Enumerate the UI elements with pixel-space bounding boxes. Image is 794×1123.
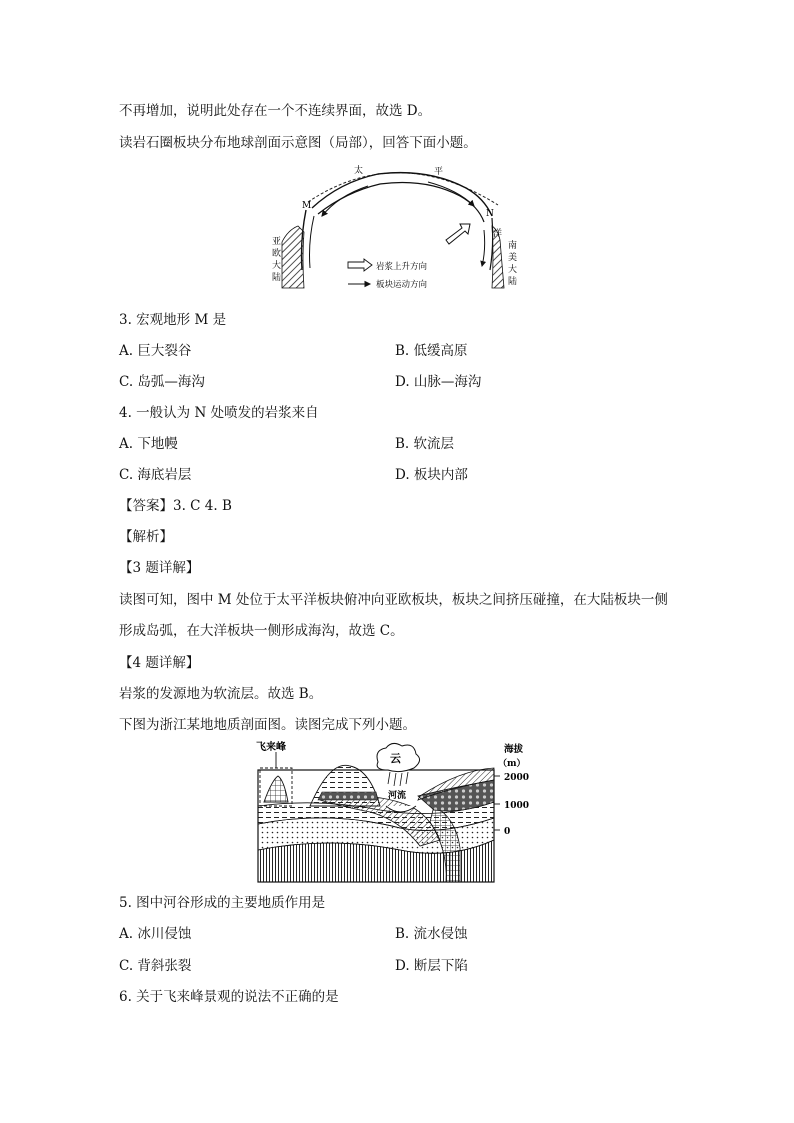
label-peak: 飞来峰 bbox=[256, 742, 286, 753]
tick-2000: 2000 bbox=[504, 773, 530, 783]
plate-arrow-right bbox=[428, 182, 474, 206]
q4-option-c: C. 海底岩层 bbox=[119, 467, 192, 483]
geology-section-figure bbox=[250, 740, 546, 886]
eurasia-continent bbox=[282, 226, 304, 288]
altitude-title: 海拔 bbox=[504, 744, 524, 755]
svg-text:大: 大 bbox=[508, 265, 518, 275]
q5-option-b: B. 流水侵蚀 bbox=[395, 926, 468, 942]
question-4: 4. 一般认为 N 处喷发的岩浆来自 bbox=[119, 405, 319, 421]
legend-plate-label: 板块运动方向 bbox=[376, 280, 428, 290]
q5-option-c: C. 背斜张裂 bbox=[119, 958, 192, 974]
detail-3-heading: 【3 题详解】 bbox=[119, 560, 200, 576]
svg-text:陆: 陆 bbox=[272, 273, 282, 283]
label-ping: 平 bbox=[434, 167, 444, 177]
legend-magma-icon bbox=[348, 259, 372, 271]
svg-text:欧: 欧 bbox=[272, 249, 282, 259]
svg-text:南: 南 bbox=[508, 241, 518, 251]
plate-section-figure bbox=[268, 160, 526, 294]
slab-right-arrow bbox=[482, 230, 485, 266]
label-N: N bbox=[486, 209, 494, 219]
q4-option-b: B. 软流层 bbox=[395, 436, 455, 452]
question-5: 5. 图中河谷形成的主要地质作用是 bbox=[119, 895, 326, 911]
plate-arrow-left bbox=[322, 186, 368, 216]
tick-0: 0 bbox=[504, 827, 511, 837]
label-samerica bbox=[508, 239, 517, 287]
q5-option-a: A. 冰川侵蚀 bbox=[119, 926, 192, 942]
slab-left-2 bbox=[310, 216, 315, 268]
lithosphere-inner bbox=[318, 183, 484, 223]
detail-4-text: 岩浆的发源地为软流层。故选 B。 bbox=[119, 686, 323, 702]
detail-4-heading: 【4 题详解】 bbox=[119, 655, 200, 671]
q3-option-d: D. 山脉—海沟 bbox=[395, 374, 482, 390]
outer-dashed-arc bbox=[308, 173, 498, 205]
label-cloud: 云 bbox=[390, 752, 401, 765]
svg-text:陆: 陆 bbox=[508, 277, 518, 287]
detail-3-text-2: 形成岛弧，在大洋板块一侧形成海沟，故选 C。 bbox=[119, 623, 404, 639]
q5-option-d: D. 断层下陷 bbox=[395, 958, 468, 974]
line-2: 读岩石圈板块分布地球剖面示意图（局部），回答下面小题。 bbox=[119, 135, 477, 151]
detail-3-text-1: 读图可知，图中 M 处位于太平洋板块俯冲向亚欧板块，板块之间挤压碰撞，在大陆板块一侧 bbox=[119, 592, 668, 608]
label-eurasia bbox=[272, 236, 281, 283]
q3-option-a: A. 巨大裂谷 bbox=[119, 343, 192, 359]
q4-option-d: D. 板块内部 bbox=[395, 467, 468, 483]
altitude-unit: （m） bbox=[498, 759, 526, 769]
label-yang: 洋 bbox=[493, 229, 503, 239]
svg-text:亚: 亚 bbox=[272, 237, 282, 247]
legend-magma-label: 岩浆上升方向 bbox=[376, 262, 428, 272]
lithosphere-outer bbox=[312, 173, 492, 216]
altitude-axis bbox=[494, 776, 500, 830]
label-river: 河流 bbox=[388, 791, 407, 801]
label-tai: 太 bbox=[354, 166, 364, 176]
tick-1000: 1000 bbox=[504, 801, 530, 811]
q3-option-b: B. 低缓高原 bbox=[395, 343, 468, 359]
q3-option-c: C. 岛弧—海沟 bbox=[119, 374, 205, 390]
intro-5: 下图为浙江某地地质剖面图。读图完成下列小题。 bbox=[119, 717, 416, 733]
question-6: 6. 关于飞来峰景观的说法不正确的是 bbox=[119, 989, 339, 1005]
line-1: 不再增加，说明此处存在一个不连续界面，故选 D。 bbox=[119, 103, 432, 119]
label-M: M bbox=[302, 201, 312, 211]
analysis-heading: 【解析】 bbox=[119, 529, 173, 545]
svg-text:美: 美 bbox=[508, 253, 518, 263]
magma-rising-arrow bbox=[446, 224, 470, 244]
middle-mountain-band bbox=[318, 792, 378, 800]
answer-line: 【答案】3. C 4. B bbox=[119, 498, 232, 514]
svg-text:大: 大 bbox=[272, 261, 282, 271]
q4-option-a: A. 下地幔 bbox=[119, 436, 178, 452]
question-3: 3. 宏观地形 M 是 bbox=[119, 312, 227, 328]
